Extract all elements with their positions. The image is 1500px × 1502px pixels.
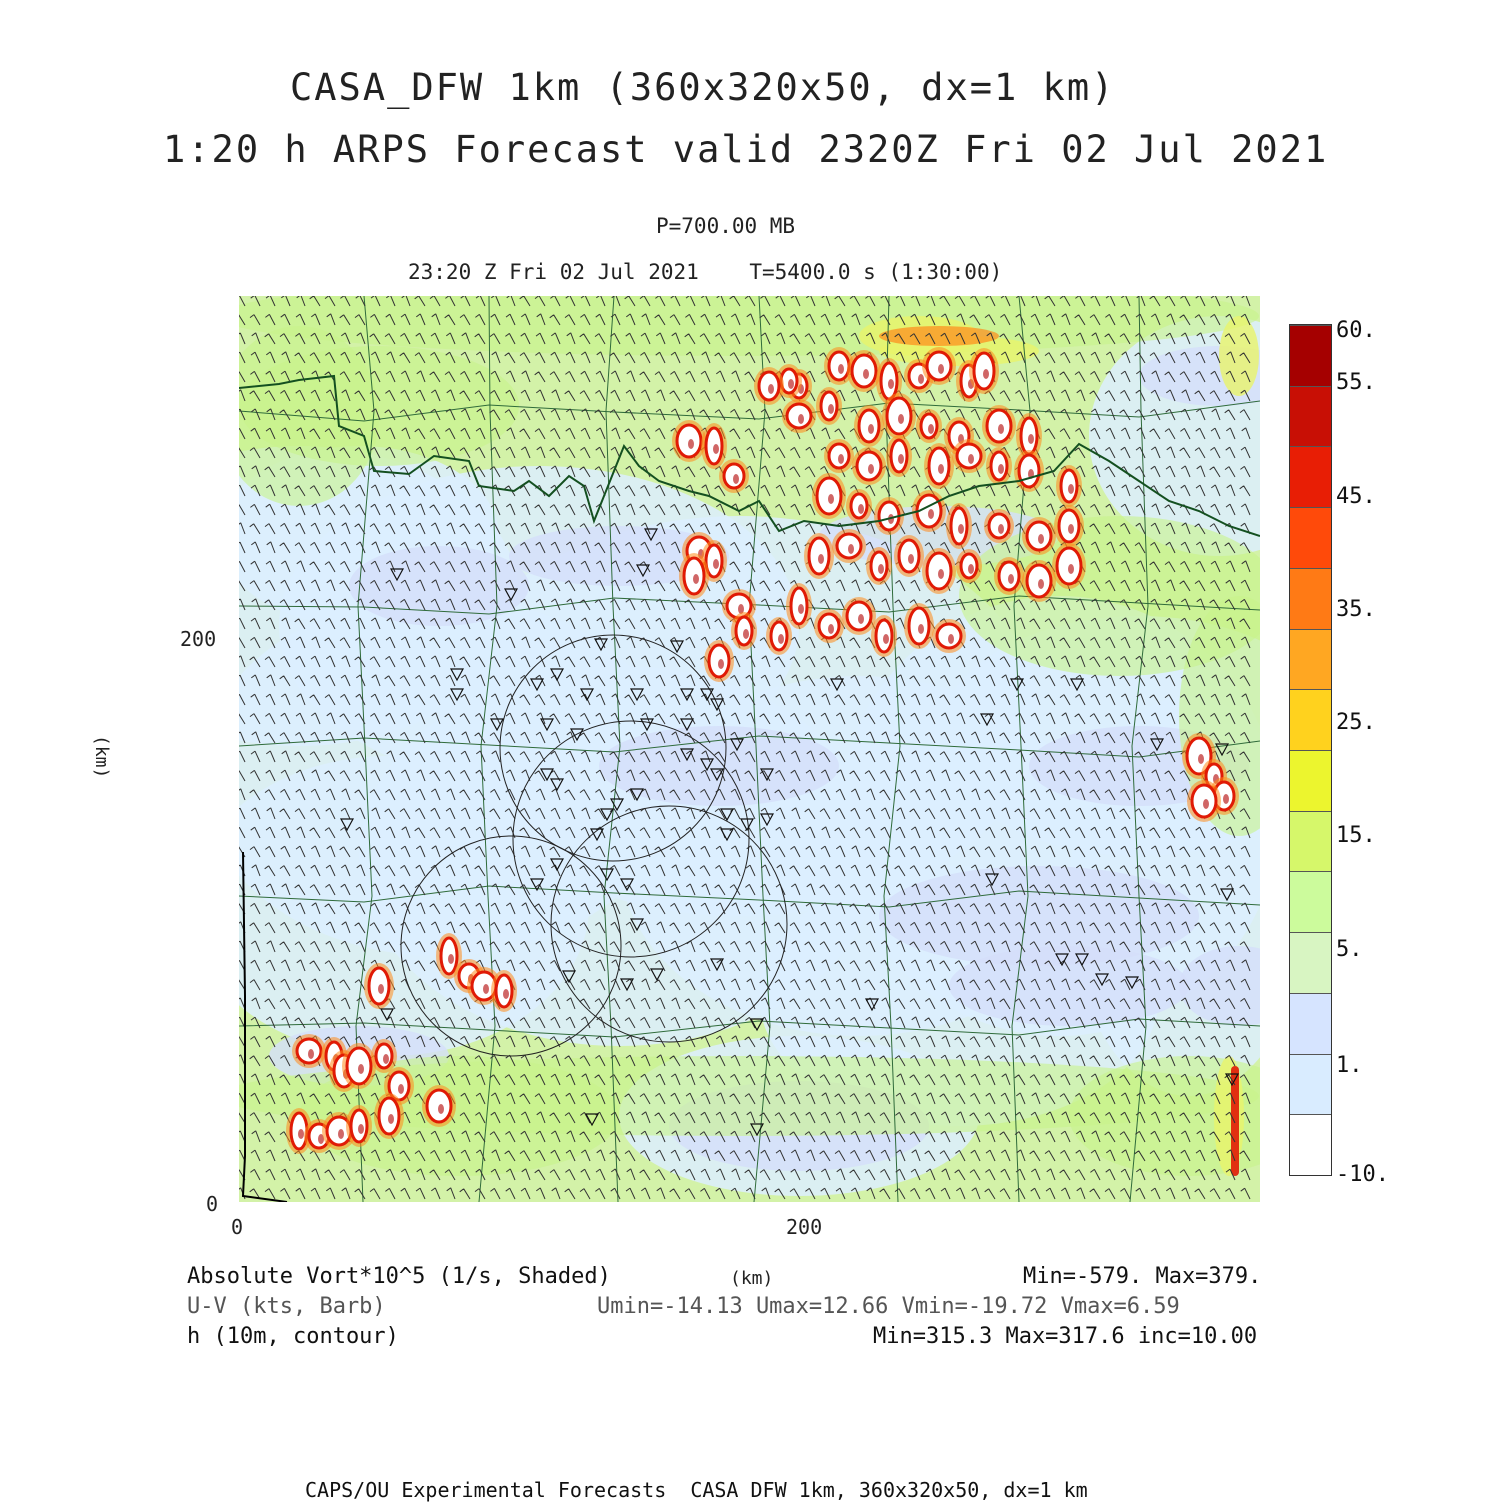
storm-max <box>1068 524 1074 534</box>
storm-max <box>718 659 724 669</box>
storm-max <box>483 984 489 994</box>
storm-max <box>398 1084 404 1094</box>
storm-max <box>998 464 1004 474</box>
storm-max <box>858 614 864 624</box>
storm-max <box>743 629 749 639</box>
storm-max <box>1198 754 1204 764</box>
storm-max <box>918 624 924 634</box>
field-contour-label: h (10m, contour) <box>187 1324 399 1349</box>
storm-max <box>378 984 384 994</box>
storm-max <box>713 444 719 454</box>
colorbar-segment <box>1290 446 1331 507</box>
title-line-1: CASA_DFW 1km (360x320x50, dx=1 km) <box>290 66 1116 109</box>
valid-time: 23:20 Z Fri 02 Jul 2021 T=5400.0 s (1:30:00) <box>408 260 1003 284</box>
map-plot-area <box>239 296 1260 1202</box>
storm-max <box>888 379 894 389</box>
colorbar <box>1289 324 1332 1176</box>
colorbar-label: 45. <box>1336 484 1376 509</box>
storm-max <box>983 369 989 379</box>
colorbar-label: -10. <box>1336 1162 1389 1187</box>
storm-max <box>868 424 874 434</box>
y-axis-label: (km) <box>91 735 112 779</box>
colorbar-segment <box>1290 750 1331 811</box>
storm-max <box>713 559 719 569</box>
colorbar-segment <box>1290 871 1331 932</box>
colorbar-segment <box>1290 507 1331 568</box>
storm-max <box>968 454 974 464</box>
storm-max <box>838 364 844 374</box>
storm-max <box>928 509 934 519</box>
storm-max <box>298 1129 304 1139</box>
storm-max <box>958 524 964 534</box>
x-axis-label: (km) <box>730 1268 774 1289</box>
storm-max <box>868 464 874 474</box>
colorbar-segment <box>1290 386 1331 446</box>
storm-max <box>1038 534 1044 544</box>
storm-max <box>938 364 944 374</box>
lavender-region <box>949 946 1189 1026</box>
map-canvas <box>239 296 1260 1202</box>
storm-max <box>898 454 904 464</box>
storm-max <box>908 554 914 564</box>
yellow-region <box>1219 316 1259 396</box>
storm-max <box>883 634 889 644</box>
storm-max <box>878 564 884 574</box>
storm-max <box>383 1054 389 1064</box>
storm-max <box>358 1124 364 1134</box>
colorbar-label: 55. <box>1336 370 1376 395</box>
colorbar-label: 35. <box>1336 597 1376 622</box>
storm-max <box>863 369 869 379</box>
storm-max <box>338 1129 344 1139</box>
colorbar-segment <box>1290 932 1331 993</box>
contour-min-max: Min=315.3 Max=317.6 inc=10.00 <box>873 1324 1258 1349</box>
title-line-2: 1:20 h ARPS Forecast valid 2320Z Fri 02 Jul 2021 <box>163 128 1329 171</box>
x-tick-0: 0 <box>231 1215 244 1239</box>
storm-max <box>798 604 804 614</box>
storm-max <box>448 954 454 964</box>
storm-max <box>998 424 1004 434</box>
credit-line: CAPS/OU Experimental Forecasts CASA DFW 1km, 360x320x50, dx=1 km <box>305 1478 1088 1502</box>
storm-max <box>918 374 924 384</box>
storm-max <box>693 574 699 584</box>
y-tick-200: 200 <box>180 627 217 651</box>
storm-max <box>798 414 804 424</box>
storm-max <box>1068 564 1074 574</box>
storm-max <box>848 544 854 554</box>
colorbar-segment <box>1290 993 1331 1054</box>
colorbar-segment <box>1290 568 1331 629</box>
storm-max <box>503 989 509 999</box>
pressure-level: P=700.00 MB <box>656 214 796 238</box>
colorbar-segment <box>1290 629 1331 689</box>
storm-max <box>308 1049 314 1059</box>
storm-max <box>828 624 834 634</box>
storm-max <box>688 439 694 449</box>
storm-max <box>928 424 934 434</box>
storm-max <box>828 404 834 414</box>
storm-max <box>858 504 864 514</box>
storm-max <box>968 564 974 574</box>
storm-max <box>1028 434 1034 444</box>
storm-max <box>388 1114 394 1124</box>
colorbar-segment <box>1290 325 1331 386</box>
storm-max <box>998 524 1004 534</box>
storm-max <box>1008 574 1014 584</box>
colorbar-segment <box>1290 1054 1331 1114</box>
storm-max <box>788 379 794 389</box>
storm-max <box>948 634 954 644</box>
storm-max <box>898 414 904 424</box>
colorbar-segment <box>1290 811 1331 871</box>
storm-max <box>1203 799 1209 809</box>
storm-max <box>358 1064 364 1074</box>
x-tick-200: 200 <box>786 1215 823 1239</box>
field-shaded-label: Absolute Vort*10^5 (1/s, Shaded) <box>187 1264 611 1289</box>
storm-max <box>818 554 824 564</box>
colorbar-label: 25. <box>1336 710 1376 735</box>
lavender-region <box>349 546 529 626</box>
storm-max <box>1038 579 1044 589</box>
colorbar-label: 60. <box>1336 318 1376 343</box>
storm-max <box>1068 484 1074 494</box>
storm-max <box>828 494 834 504</box>
vort-min-max: Min=-579. Max=379. <box>1023 1264 1262 1289</box>
storm-max <box>768 384 774 394</box>
colorbar-label: 5. <box>1336 937 1363 962</box>
wind-min-max: Umin=-14.13 Umax=12.66 Vmin=-19.72 Vmax=6.59 <box>597 1294 1180 1319</box>
storm-max <box>778 634 784 644</box>
colorbar-segment <box>1290 689 1331 750</box>
red-streak <box>1231 1066 1239 1176</box>
colorbar-label: 1. <box>1336 1053 1363 1078</box>
storm-max <box>1223 794 1229 804</box>
storm-max <box>938 569 944 579</box>
y-tick-0: 0 <box>206 1192 219 1216</box>
field-barb-label: U-V (kts, Barb) <box>187 1294 386 1319</box>
orange-band <box>879 326 999 346</box>
colorbar-label: 15. <box>1336 823 1376 848</box>
storm-max <box>438 1104 444 1114</box>
storm-max <box>733 474 739 484</box>
storm-max <box>938 464 944 474</box>
colorbar-segment <box>1290 1114 1331 1175</box>
storm-max <box>838 454 844 464</box>
